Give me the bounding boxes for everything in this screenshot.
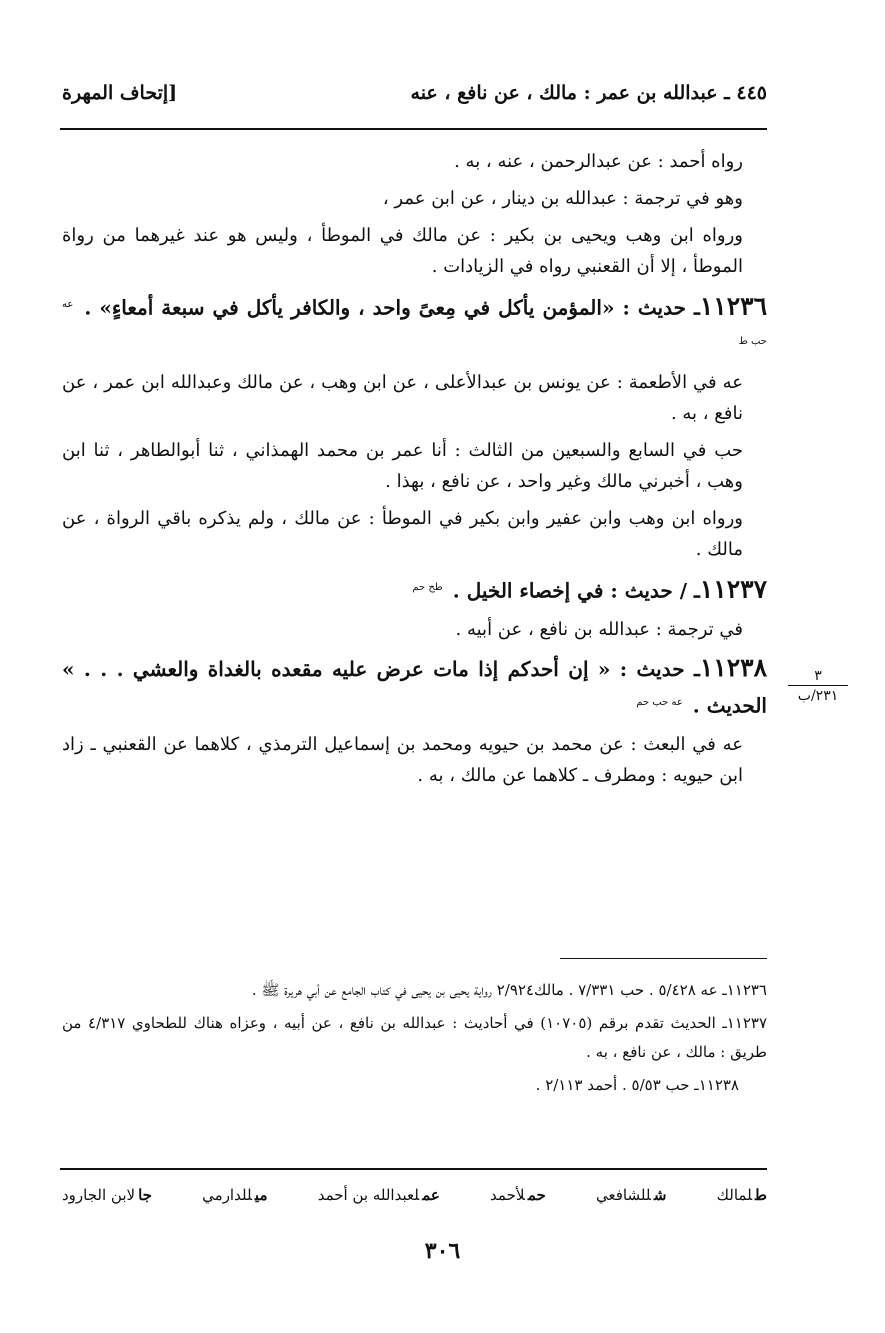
footnote: ١١٢٣٧ـ الحديث تقدم برقم (١٠٧٠٥) في أحاديث : عبدالله بن نافع ، عن أبيه ، وعزاه هناك للطحاوي ٤/٣١٧ من طريق : مالك ، عن نافع ، به . <box>62 1014 768 1061</box>
paragraph: ورواه ابن وهب ويحيى بن بكير : عن مالك في الموطأ ، وليس هو عند غيرهما من رواة الموطأ ، إلا أن القعنبي رواه في الزيادات . <box>62 225 743 277</box>
paragraph: عه في البعث : عن محمد بن حيويه ومحمد بن إسماعيل الترمذي ، كلاهما عن القعنبي ـ زاد ابن حيويه : ومطرف ـ كلاهما عن مالك ، به . <box>62 733 743 786</box>
paragraph: حب في السابع والسبعين من الثالث : أنا عمر بن محمد الهمذاني ، ثنا أبوالطاهر ، ثنا ابن وهب ، أخبرني مالك وغير واحد ، عن نافع ، بهذا . <box>62 440 743 493</box>
abbreviation-item: طلمالك <box>716 1186 767 1204</box>
paragraph: ورواه ابن وهب وابن عفير وابن بكير في الموطأ : عن مالك ، ولم يذكره باقي الرواة ، عن مالك . <box>62 508 743 561</box>
abbreviations-rule <box>60 1168 767 1170</box>
footnotes <box>62 976 767 1104</box>
main-text <box>62 146 767 797</box>
paragraph: في ترجمة : عبدالله بن نافع ، عن أبيه . <box>455 618 743 640</box>
source-symbols: عه حب حم <box>636 696 683 708</box>
abbreviation-item: عملعبدالله بن أحمد <box>317 1186 440 1204</box>
folio-reference: ٢٣١/ب <box>797 688 839 704</box>
paragraph: رواه أحمد : عن عبدالرحمن ، عنه ، به . <box>454 151 743 172</box>
hadith-text: ـ / حديث : في إخصاء الخيل . <box>452 578 700 603</box>
footnote: ١١٢٣٦ـ عه ٥/٤٢٨ . حب ٧/٣٣١ . مالك٢/٩٢٤ رواية يحيى بن يحيى في كتاب الجامع عن أبي هريرة ﷺ . <box>251 981 767 999</box>
footnote: ١١٢٣٨ـ حب ٥/٥٣ . أحمد ٢/١١٣ . <box>535 1076 739 1094</box>
running-header-book: [إتحاف المهرة <box>62 82 178 104</box>
abbreviations-key <box>62 1186 767 1204</box>
source-symbols: طح حم <box>412 582 443 594</box>
source-symbols: عه حب ط <box>62 299 767 347</box>
hadith-text: ـ حديث : «المؤمن يأكل في مِعىً واحد ، والكافر يأكل في سبعة أمعاءٍ» . <box>84 295 700 320</box>
folio-number: ٣ <box>788 668 848 686</box>
abbreviation-item: شللشافعي <box>596 1186 667 1204</box>
hadith-entry-11237 <box>62 571 767 608</box>
page-number: ٣٠٦ <box>424 1238 461 1264</box>
manuscript-folio-note <box>788 668 848 704</box>
running-header-title: ٤٤٥ ـ عبدالله بن عمر : مالك ، عن نافع ، عنه <box>410 82 767 104</box>
abbreviation-item: ميللدارمي <box>202 1186 268 1204</box>
hadith-text: ـ حديث : « إن أحدكم إذا مات عرض عليه مقعده بالغداة والعشي . . . » الحديث . <box>62 656 767 718</box>
header-rule <box>60 128 767 130</box>
abbreviation-item: حملأحمد <box>490 1186 546 1204</box>
hadith-number: ١١٢٣٧ <box>699 574 767 604</box>
hadith-entry-11238 <box>62 651 767 723</box>
paragraph: عه في الأطعمة : عن يونس بن عبدالأعلى ، عن ابن وهب ، عن مالك وعبدالله ابن عمر ، عن نافع ، به . <box>62 372 743 425</box>
hadith-number: ١١٢٣٨ <box>699 652 767 682</box>
abbreviation-item: جالابن الجارود <box>62 1186 152 1204</box>
hadith-entry-11236 <box>62 288 767 361</box>
paragraph: وهو في ترجمة : عبدالله بن دينار ، عن ابن عمر ، <box>382 188 743 209</box>
hadith-number: ١١٢٣٦ <box>699 291 767 321</box>
footnote-rule <box>560 958 767 959</box>
